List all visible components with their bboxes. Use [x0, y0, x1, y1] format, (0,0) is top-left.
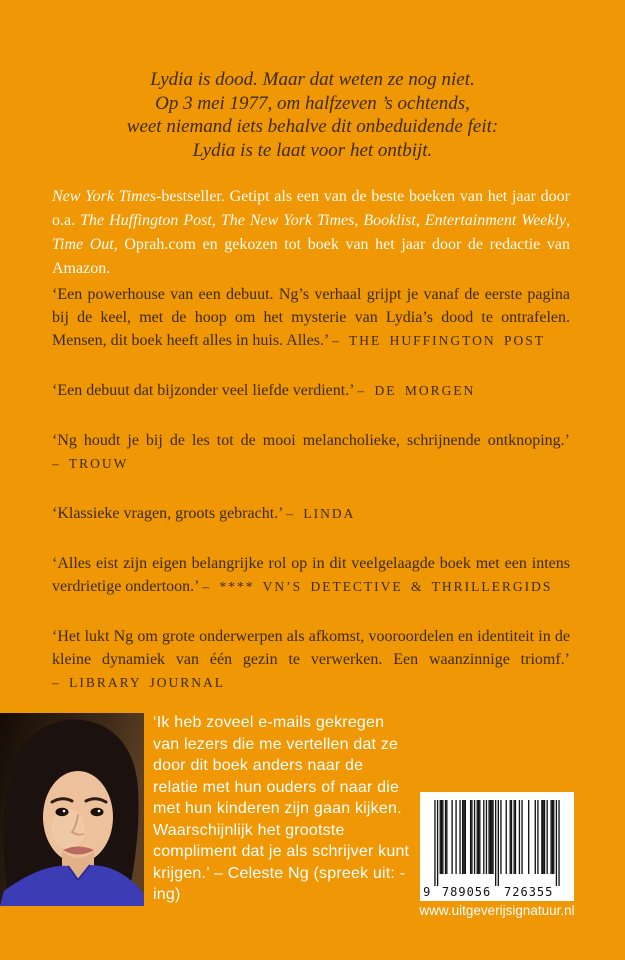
publication-name: Time Out [52, 236, 114, 253]
review [52, 552, 570, 598]
review-quote: ‘Alles eist zijn eigen belangrijke rol op in dit veelgelaagde boek met een intens verdrietige ondertoon.’ [52, 555, 570, 595]
review [52, 625, 570, 694]
barcode-number: 789056 [441, 885, 492, 899]
review [52, 283, 570, 352]
barcode [420, 792, 574, 901]
left-eye [56, 808, 69, 816]
barcode-number: 9 [423, 885, 432, 899]
publication-name: Booklist [363, 212, 416, 229]
review-quote: ‘Een debuut dat bijzonder veel liefde verdient.’ [52, 382, 358, 399]
review-source: – LIBRARY JOURNAL [52, 675, 226, 690]
author-photo [0, 713, 144, 906]
author-photo-image [0, 713, 144, 906]
review-source: – LINDA [286, 506, 356, 521]
publication-name: The New York Times [220, 212, 355, 229]
publication-name: Entertainment Weekly [424, 212, 567, 229]
review-source: – DE MORGEN [357, 383, 476, 398]
review [52, 502, 570, 525]
right-eye [91, 808, 104, 816]
review-quote: ‘Het lukt Ng om grote onderwerpen als afkomst, vooroordelen en identiteit in de kleine dynamiek van één gezin te verwerken. Een waanzinnige triomf.’ [52, 628, 570, 668]
press-reviews [52, 283, 570, 721]
review-source: – THE HUFFINGTON POST [332, 333, 545, 348]
publisher-url: www.uitgeverijsignatuur.nl [419, 903, 575, 918]
review-source: – **** VN’S DETECTIVE & THRILLERGIDS [202, 579, 553, 594]
tagline-line: weet niemand iets behalve dit onbeduidende feit: [126, 116, 499, 137]
review [52, 429, 570, 475]
tagline-line: Lydia is te laat voor het ontbijt. [192, 139, 433, 161]
review [52, 379, 570, 402]
blurb-text: , [354, 212, 364, 229]
barcode-bars [420, 792, 574, 901]
review-quote: ‘Klassieke vragen, groots gebracht.’ [52, 505, 287, 522]
tagline-line: Lydia is dood. Maar dat weten ze nog niet. [150, 69, 475, 90]
author-quote: ‘Ik heb zoveel e-mails gekregen van lezers die me vertellen dat ze door dit boek anders naar de relatie met hun ouders of naar die met hun kinderen zijn gaan kijken. Waarschijnlijk het grootste compliment dat je als schrijver kunt krijgen.’ – Celeste Ng (spreek uit: -ing) [153, 714, 410, 903]
blurb-text: , [415, 212, 425, 229]
publication-name: New York Times [52, 188, 156, 205]
publication-name: The Huffington Post [80, 212, 212, 229]
blurb-text: -bestseller. Getipt als een van de beste boeken van het jaar door o.a. [52, 188, 571, 229]
blurb-text: , Oprah.com en gekozen tot boek van het jaar door de redactie van Amazon. [52, 236, 570, 277]
review-quote: ‘Een powerhouse van een debuut. Ng’s verhaal grijpt je vanaf de eerste pagina bij de keel, met de hoop om het mysterie van Lydia’s dood te ontrafelen. Mensen, dit boek heeft alles in huis. Alles.’ [52, 286, 570, 349]
book-tagline [0, 68, 625, 162]
tagline-line: Op 3 mei 1977, om halfzeven ’s ochtends, [155, 92, 470, 114]
blurb-text: , [211, 212, 221, 229]
review-source: – TROUW [52, 456, 129, 471]
review-quote: ‘Ng houdt je bij de les tot de mooi melancholieke, schrijnende ontknoping.’ [52, 432, 570, 449]
barcode-number: 726355 [504, 885, 554, 899]
blurb-text: , [566, 212, 571, 229]
bestseller-blurb [52, 185, 570, 281]
